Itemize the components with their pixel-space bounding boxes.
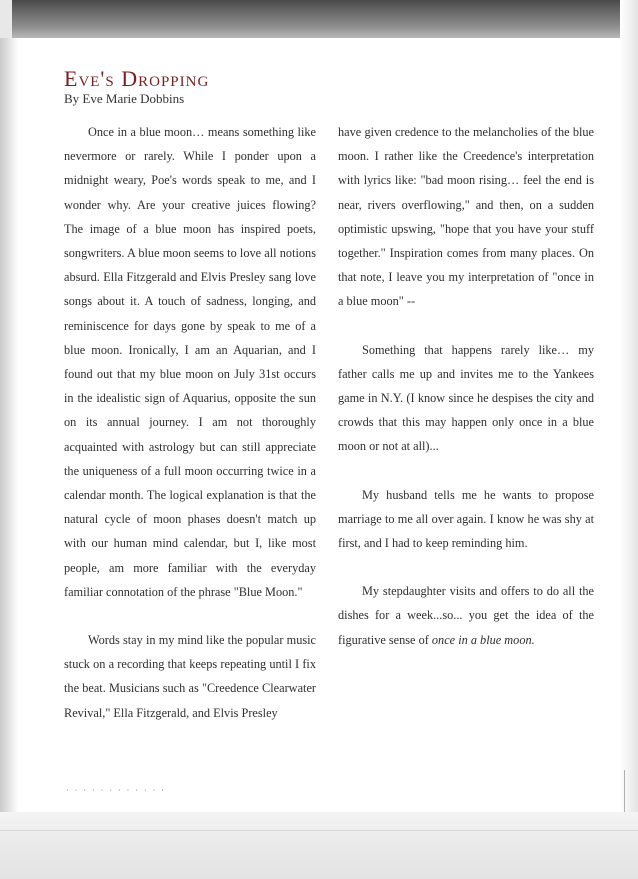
scan-bottom-band: [0, 812, 638, 879]
left-column: [64, 120, 316, 749]
scan-right-edge: [620, 0, 638, 879]
stepdaughter-italic: once in a blue moon.: [431, 632, 535, 647]
scan-top-band: [0, 0, 638, 38]
paragraph-husband: My husband tells me he wants to propose marriage to me all over again. I know he was shy at first, and I had to keep reminding him.: [338, 487, 594, 551]
scan-left-shadow: [0, 38, 18, 879]
paragraph-words-stay: Words stay in my mind like the popular music stuck on a recording that keeps repeating until I fix the beat. Musicians such as "Creedence Clearwater Revival," Ella Fitzgerald, and Elvis Presley: [64, 633, 316, 720]
paragraph-blue-moon-intro: Once in a blue moon… means something like nevermore or rarely. While I ponder upon a midnight weary, Poe's words speak to me, and I wonder why. Are your creative juices flowing? The image of a blue moon has inspired poets, songwriters. A blue moon seems to love all notions absurd. Ella Fitzgerald and Elvis Presley sang love songs about it. A touch of sadness, longing, and reminiscence for days gone by speak to me of a blue moon. Ironically, I am an Aquarian, and I found out that my blue moon on July 31st occurs in the idealistic sign of Aquarius, opposite the sun on its annual journey. I am not thoroughly acquainted with astrology but can still appreciate the uniqueness of a full moon occurring twice in a calendar month. The logical explanation is that the natural cycle of moon phases doesn't match up with our human mind calendar, but I, like most people, am more familiar with the everyday familiar connotation of the phrase "Blue Moon.": [64, 125, 316, 599]
paragraph-stepdaughter: [338, 579, 594, 652]
article-byline: By Eve Marie Dobbins: [64, 91, 185, 106]
paragraph-credence: have given credence to the melancholies of the blue moon. I rather like the Creedence's interpretation with lyrics like: "bad moon rising… feel the end is near, rivers overflowing," and then, on a sudden optimistic upswing, "hope that you have your stuff together." Inspiration comes from many places. On that note, I leave you my interpretation of "once in a blue moon" --: [338, 125, 594, 309]
right-column: [338, 120, 594, 676]
footer-mark: · · · · · · · · · · · ·: [66, 786, 166, 795]
article-title: Eve's Dropping: [64, 66, 210, 91]
paragraph-father: Something that happens rarely like… my father calls me up and invites me to the Yankees game in N.Y. (I know since he despises the city and crowds that this may happen only once in a blue moon or not at all)...: [338, 342, 594, 454]
stepdaughter-text: My stepdaughter visits and offers to do all the dishes for a week...so... you get the idea of the figurative sense of: [338, 584, 594, 647]
